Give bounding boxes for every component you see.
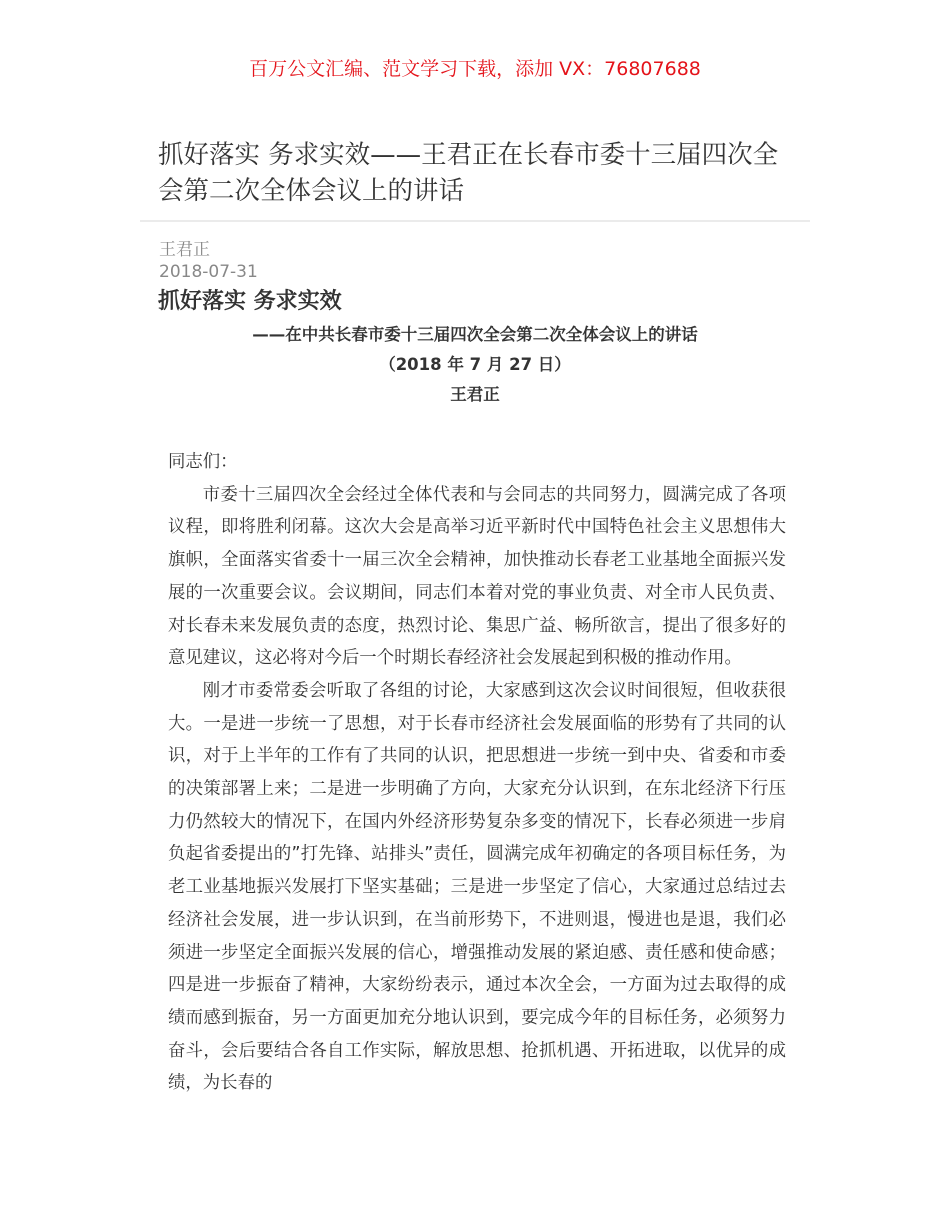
article-author: 王君正 — [159, 240, 210, 260]
watermark-banner: 百万公文汇编、范文学习下载，添加 VX：76807688 — [249, 58, 701, 80]
article-title: 抓好落实 务求实效——王君正在长春市委十三届四次全会第二次全体会议上的讲话 — [158, 140, 779, 206]
speech-title: 抓好落实 务求实效 — [158, 289, 342, 314]
paragraph: 市委十三届四次全会经过全体代表和与会同志的共同努力，圆满完成了各项议程，即将胜利闭幕。这次大会是高举习近平新时代中国特色社会主义思想伟大旗帜，全面落实省委十一届三次全会精神，加快推动长春老工业基地全面振兴发展的一次重要会议。会议期间，同志们本着对党的事业负责、对全市人民负责、对长春未来发展负责的态度，热烈讨论、集思广益、畅所欲言，提出了很多好的意见建议，这必将对今后一个时期长春经济社会发展起到积极的推动作用。 — [168, 484, 786, 669]
title-divider — [140, 220, 810, 222]
speech-subtitle: ——在中共长春市委十三届四次全会第二次全体会议上的讲话 — [252, 325, 698, 344]
speech-speaker: 王君正 — [450, 385, 500, 404]
speech-body — [168, 446, 786, 1100]
article-date: 2018-07-31 — [159, 262, 258, 282]
paragraph: 刚才市委常委会听取了各组的讨论，大家感到这次会议时间很短，但收获很大。一是进一步统一了思想，对于长春市经济社会发展面临的形势有了共同的认识，对于上半年的工作有了共同的认识，把思想进一步统一到中央、省委和市委的决策部署上来；二是进一步明确了方向，大家充分认识到，在东北经济下行压力仍然较大的情况下，在国内外经济形势复杂多变的情况下，长春必须进一步肩负起省委提出的”打先锋、站排头”责任，圆满完成年初确定的各项目标任务，为老工业基地振兴发展打下坚实基础；三是进一步坚定了信心，大家通过总结过去经济社会发展，进一步认识到，在当前形势下，不进则退，慢进也是退，我们必须进一步坚定全面振兴发展的信心，增强推动发展的紧迫感、责任感和使命感；四是进一步振奋了精神，大家纷纷表示，通过本次全会，一方面为过去取得的成绩而感到振奋，另一方面更加充分地认识到，要完成今年的目标任务，必须努力奋斗，会后要结合各自工作实际，解放思想、抢抓机遇、开拓进取，以优异的成绩，为长春的 — [168, 680, 786, 1094]
salutation: 同志们： — [168, 452, 238, 472]
speech-date: （2018 年 7 月 27 日） — [379, 355, 571, 374]
